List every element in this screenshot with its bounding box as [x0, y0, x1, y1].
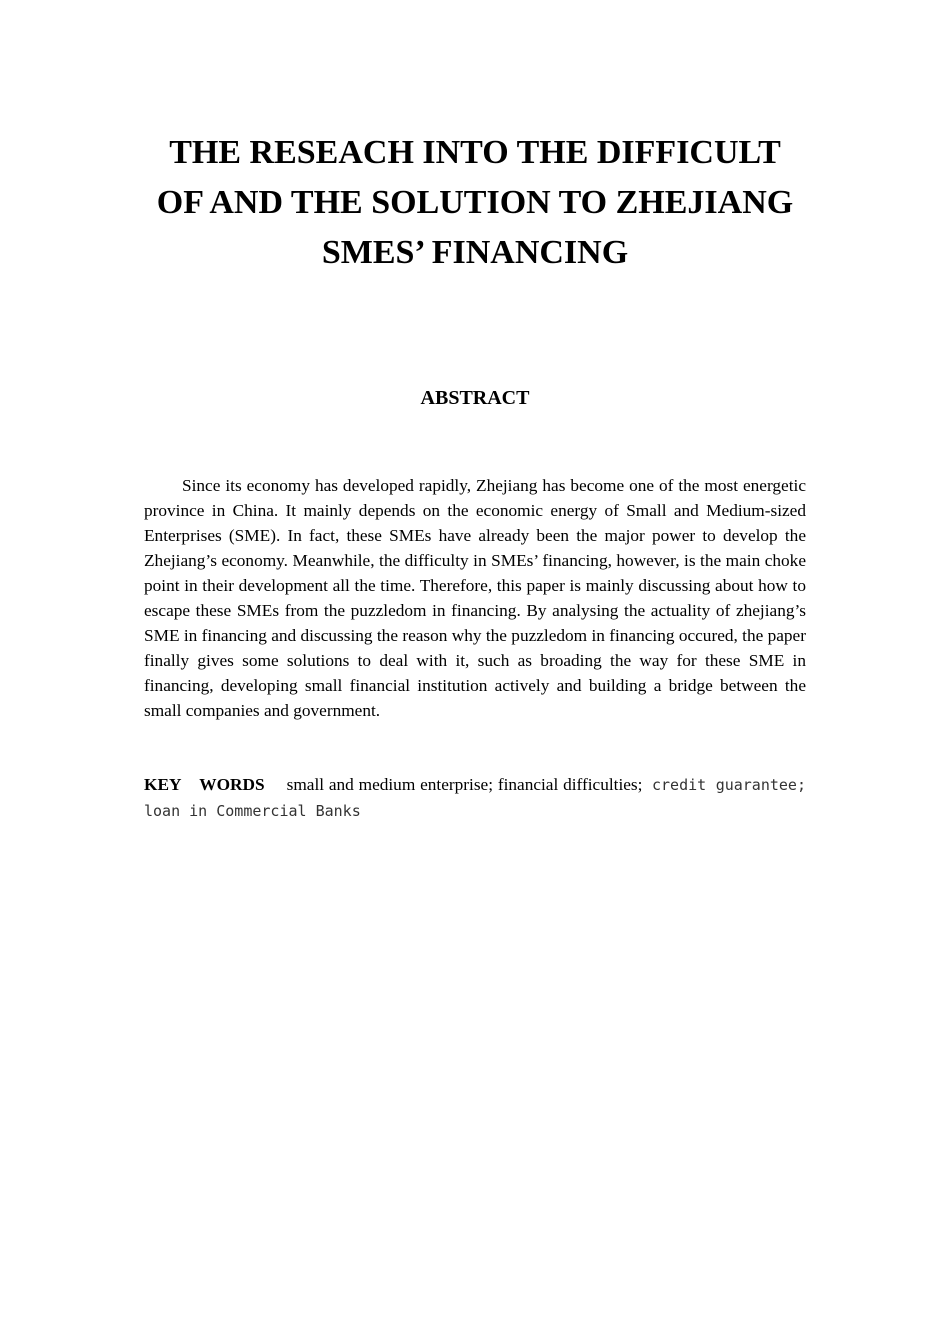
keywords-terms-mono: credit guarantee; loan in Commercial Banks: [144, 776, 806, 820]
keywords-label: KEY WORDS: [144, 775, 265, 794]
abstract-body: Since its economy has developed rapidly, Zhejiang has become one of the most energetic province in China. It mainly depends on the economic energy of Small and Medium-sized Enterprises (SME). In fact, these SMEs have already been the major power to develop the Zhejiang’s economy. Meanwhile, the difficulty in SMEs’ financing, however, is the main choke point in their development all the time. Therefore, this paper is mainly discussing about how to escape these SMEs from the puzzledom in financing. By analysing the actuality of zhejiang’s SME in financing and discussing the reason why the puzzledom in financing occured, the paper finally gives some solutions to deal with it, such as broading the way for these SME in financing, developing small financial institution actively and building a bridge between the small companies and government.: [144, 476, 806, 720]
paper-title: [144, 128, 806, 278]
abstract-heading: ABSTRACT: [420, 387, 530, 409]
title-line: SMES’ FINANCING: [321, 234, 629, 271]
keywords-paragraph: [144, 772, 806, 824]
title-line: THE RESEACH INTO THE DIFFICULT: [169, 134, 781, 171]
title-line: OF AND THE SOLUTION TO ZHEJIANG: [156, 184, 794, 221]
keywords-terms: small and medium enterprise; financial difficulties;: [286, 775, 643, 794]
